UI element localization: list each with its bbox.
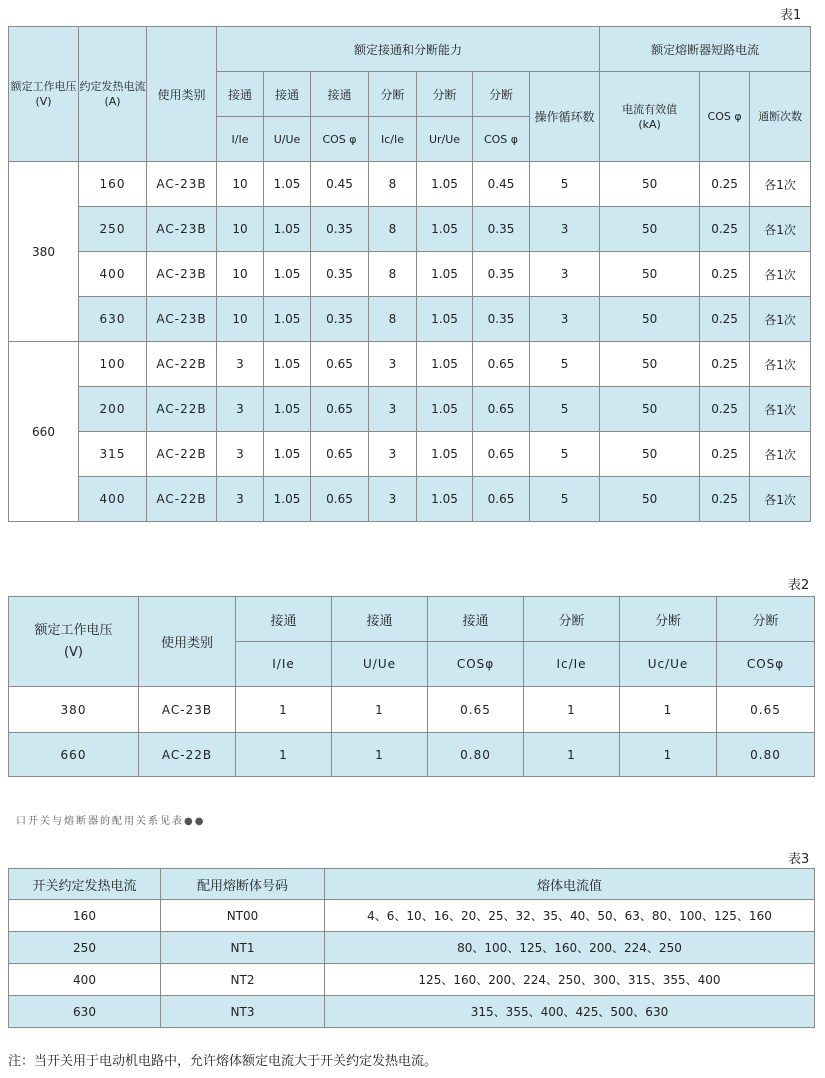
table1 <box>8 26 811 522</box>
t1-count-cell: 各1次 <box>750 477 811 522</box>
t1-current-cell: 630 <box>79 297 147 342</box>
t1-ur-ue-cell: 1.05 <box>417 297 473 342</box>
t1-cycles-cell: 5 <box>530 387 600 432</box>
t1-header-make-break: 额定接通和分断能力 <box>217 27 600 72</box>
t1-i-ie-cell: 3 <box>217 387 264 432</box>
t1-category-cell: AC-23B <box>147 162 217 207</box>
t1-header-rms: 电流有效值 (kA) <box>600 72 700 162</box>
t1-cos-break-cell: 0.65 <box>473 387 530 432</box>
table1-caption: 表1 <box>780 8 802 23</box>
t1-header-fuse: 额定熔断器短路电流 <box>600 27 811 72</box>
table-row <box>9 432 811 477</box>
t1-count-cell: 各1次 <box>750 432 811 477</box>
table-row <box>9 996 815 1028</box>
t1-cos-make-cell: 0.65 <box>311 342 369 387</box>
t1-cos-make-cell: 0.35 <box>311 297 369 342</box>
t1-u-ue-cell: 1.05 <box>264 252 311 297</box>
t2-voltage-cell: 660 <box>9 733 139 777</box>
t1-cos-fuse-cell: 0.25 <box>700 342 750 387</box>
t2-value-cell: 1 <box>236 687 332 733</box>
t1-count-cell: 各1次 <box>750 252 811 297</box>
t1-voltage-cell: 660 <box>9 342 79 522</box>
t1-ur-ue-cell: 1.05 <box>417 432 473 477</box>
t1-count-cell: 各1次 <box>750 387 811 432</box>
t2-sub-bottom: COSφ <box>428 642 524 687</box>
t1-ic-ie-cell: 8 <box>369 207 417 252</box>
t1-header-current: 约定发热电流 (A) <box>79 27 147 162</box>
t1-cos-fuse-cell: 0.25 <box>700 252 750 297</box>
t1-cycles-cell: 5 <box>530 162 600 207</box>
t1-count-cell: 各1次 <box>750 162 811 207</box>
t1-header-category: 使用类别 <box>147 27 217 162</box>
t1-header-count: 通断次数 <box>750 72 811 162</box>
t1-rms-cell: 50 <box>600 207 700 252</box>
t1-cos-break-cell: 0.45 <box>473 162 530 207</box>
t1-category-cell: AC-22B <box>147 387 217 432</box>
t1-cos-fuse-cell: 0.25 <box>700 477 750 522</box>
t2-value-cell: 0.65 <box>717 687 815 733</box>
t3-fuse-cell: NT3 <box>161 996 325 1028</box>
t3-header-values: 熔体电流值 <box>325 869 815 900</box>
t2-sub-top: 接通 <box>332 597 428 642</box>
t1-sub-top: 接通 <box>311 72 369 117</box>
t1-ic-ie-cell: 3 <box>369 387 417 432</box>
t2-sub-top: 接通 <box>236 597 332 642</box>
t1-i-ie-cell: 3 <box>217 432 264 477</box>
t2-category-cell: AC-23B <box>139 687 236 733</box>
t1-u-ue-cell: 1.05 <box>264 387 311 432</box>
t1-voltage-cell: 380 <box>9 162 79 342</box>
t2-sub-bottom: Ic/Ie <box>524 642 620 687</box>
t1-category-cell: AC-22B <box>147 477 217 522</box>
t1-i-ie-cell: 10 <box>217 207 264 252</box>
t3-header-fuse: 配用熔断体号码 <box>161 869 325 900</box>
t1-count-cell: 各1次 <box>750 297 811 342</box>
t1-header-voltage: 额定工作电压 (V) <box>9 27 79 162</box>
t2-sub-bottom: I/Ie <box>236 642 332 687</box>
t1-ic-ie-cell: 8 <box>369 162 417 207</box>
table-row <box>9 252 811 297</box>
t1-cycles-cell: 5 <box>530 432 600 477</box>
t1-sub-top: 接通 <box>264 72 311 117</box>
t1-sub-bottom: Ur/Ue <box>417 117 473 162</box>
t1-rms-cell: 50 <box>600 477 700 522</box>
t1-category-cell: AC-23B <box>147 207 217 252</box>
table-row <box>9 932 815 964</box>
t1-cycles-cell: 5 <box>530 477 600 522</box>
t2-category-cell: AC-22B <box>139 733 236 777</box>
t1-count-cell: 各1次 <box>750 207 811 252</box>
t2-header-category: 使用类别 <box>139 597 236 687</box>
t1-u-ue-cell: 1.05 <box>264 297 311 342</box>
t2-header-voltage: 额定工作电压 (V) <box>9 597 139 687</box>
t2-sub-bottom: Uc/Ue <box>620 642 717 687</box>
table3 <box>8 868 815 1028</box>
t1-category-cell: AC-22B <box>147 342 217 387</box>
t1-cos-make-cell: 0.35 <box>311 252 369 297</box>
footnote: 注：当开关用于电动机电路中，允许熔体额定电流大于开关约定发热电流。 <box>8 1054 438 1069</box>
t1-ur-ue-cell: 1.05 <box>417 387 473 432</box>
t1-ur-ue-cell: 1.05 <box>417 252 473 297</box>
t1-category-cell: AC-22B <box>147 432 217 477</box>
t1-header-cos: COS φ <box>700 72 750 162</box>
t1-cycles-cell: 5 <box>530 342 600 387</box>
t1-cos-make-cell: 0.65 <box>311 432 369 477</box>
t2-sub-bottom: COSφ <box>717 642 815 687</box>
t2-value-cell: 1 <box>620 733 717 777</box>
table-row <box>9 387 811 432</box>
t3-fuse-cell: NT00 <box>161 900 325 932</box>
t1-i-ie-cell: 10 <box>217 252 264 297</box>
table2 <box>8 596 815 777</box>
t1-cycles-cell: 3 <box>530 297 600 342</box>
table-row <box>9 900 815 932</box>
t1-cos-break-cell: 0.35 <box>473 297 530 342</box>
t1-cos-break-cell: 0.35 <box>473 252 530 297</box>
t1-current-cell: 400 <box>79 477 147 522</box>
t1-rms-cell: 50 <box>600 252 700 297</box>
t1-u-ue-cell: 1.05 <box>264 342 311 387</box>
t1-ic-ie-cell: 8 <box>369 252 417 297</box>
t3-values-cell: 125、160、200、224、250、300、315、355、400 <box>325 964 815 996</box>
t1-header-cycles: 操作循环数 <box>530 72 600 162</box>
t1-sub-top: 分断 <box>473 72 530 117</box>
t1-u-ue-cell: 1.05 <box>264 432 311 477</box>
t1-category-cell: AC-23B <box>147 252 217 297</box>
t2-value-cell: 1 <box>620 687 717 733</box>
t2-sub-top: 分断 <box>620 597 717 642</box>
t1-i-ie-cell: 10 <box>217 297 264 342</box>
t2-value-cell: 0.80 <box>717 733 815 777</box>
table2-caption: 表2 <box>788 578 810 593</box>
t1-sub-top: 分断 <box>369 72 417 117</box>
t1-sub-top: 接通 <box>217 72 264 117</box>
t3-values-cell: 4、6、10、16、20、25、32、35、40、50、63、80、100、125、160 <box>325 900 815 932</box>
table-row <box>9 687 815 733</box>
t1-cos-break-cell: 0.65 <box>473 342 530 387</box>
t1-count-cell: 各1次 <box>750 342 811 387</box>
t1-sub-bottom: U/Ue <box>264 117 311 162</box>
t2-value-cell: 1 <box>332 733 428 777</box>
t1-rms-cell: 50 <box>600 297 700 342</box>
t1-cos-break-cell: 0.65 <box>473 477 530 522</box>
t2-value-cell: 1 <box>524 687 620 733</box>
stray-scan-text: 口开关与熔断器的配用关系见表●● <box>16 816 206 827</box>
t1-current-cell: 250 <box>79 207 147 252</box>
t1-u-ue-cell: 1.05 <box>264 162 311 207</box>
t1-cos-fuse-cell: 0.25 <box>700 432 750 477</box>
t2-value-cell: 1 <box>332 687 428 733</box>
t3-header-current: 开关约定发热电流 <box>9 869 161 900</box>
table-row <box>9 733 815 777</box>
t2-voltage-cell: 380 <box>9 687 139 733</box>
t1-sub-bottom: COS φ <box>311 117 369 162</box>
t1-cos-fuse-cell: 0.25 <box>700 297 750 342</box>
t2-sub-top: 接通 <box>428 597 524 642</box>
t1-i-ie-cell: 10 <box>217 162 264 207</box>
t2-value-cell: 0.80 <box>428 733 524 777</box>
t1-cos-break-cell: 0.65 <box>473 432 530 477</box>
t3-current-cell: 160 <box>9 900 161 932</box>
t3-current-cell: 630 <box>9 996 161 1028</box>
t1-rms-cell: 50 <box>600 342 700 387</box>
t3-values-cell: 80、100、125、160、200、224、250 <box>325 932 815 964</box>
t2-sub-top: 分断 <box>717 597 815 642</box>
t1-current-cell: 315 <box>79 432 147 477</box>
t1-ur-ue-cell: 1.05 <box>417 342 473 387</box>
table-row <box>9 964 815 996</box>
t1-cos-make-cell: 0.65 <box>311 477 369 522</box>
t1-cos-make-cell: 0.65 <box>311 387 369 432</box>
table-row <box>9 477 811 522</box>
t1-cos-break-cell: 0.35 <box>473 207 530 252</box>
t1-ic-ie-cell: 8 <box>369 297 417 342</box>
t1-cos-fuse-cell: 0.25 <box>700 387 750 432</box>
t3-fuse-cell: NT2 <box>161 964 325 996</box>
t3-fuse-cell: NT1 <box>161 932 325 964</box>
t1-current-cell: 400 <box>79 252 147 297</box>
table-row <box>9 162 811 207</box>
t1-rms-cell: 50 <box>600 162 700 207</box>
t2-value-cell: 1 <box>524 733 620 777</box>
t1-sub-bottom: COS φ <box>473 117 530 162</box>
t1-i-ie-cell: 3 <box>217 342 264 387</box>
t2-value-cell: 1 <box>236 733 332 777</box>
table-row <box>9 297 811 342</box>
t3-current-cell: 250 <box>9 932 161 964</box>
t1-current-cell: 200 <box>79 387 147 432</box>
t2-sub-bottom: U/Ue <box>332 642 428 687</box>
t1-rms-cell: 50 <box>600 387 700 432</box>
table-row <box>9 207 811 252</box>
t1-u-ue-cell: 1.05 <box>264 207 311 252</box>
t1-cycles-cell: 3 <box>530 207 600 252</box>
t1-ic-ie-cell: 3 <box>369 342 417 387</box>
table-row <box>9 342 811 387</box>
t1-ic-ie-cell: 3 <box>369 432 417 477</box>
t1-current-cell: 160 <box>79 162 147 207</box>
t1-ur-ue-cell: 1.05 <box>417 162 473 207</box>
t1-ic-ie-cell: 3 <box>369 477 417 522</box>
t2-sub-top: 分断 <box>524 597 620 642</box>
t2-value-cell: 0.65 <box>428 687 524 733</box>
t1-current-cell: 100 <box>79 342 147 387</box>
t1-cycles-cell: 3 <box>530 252 600 297</box>
t1-ur-ue-cell: 1.05 <box>417 207 473 252</box>
t1-u-ue-cell: 1.05 <box>264 477 311 522</box>
t1-cos-fuse-cell: 0.25 <box>700 162 750 207</box>
t3-values-cell: 315、355、400、425、500、630 <box>325 996 815 1028</box>
t1-sub-bottom: Ic/Ie <box>369 117 417 162</box>
t1-category-cell: AC-23B <box>147 297 217 342</box>
t1-cos-make-cell: 0.35 <box>311 207 369 252</box>
t1-cos-make-cell: 0.45 <box>311 162 369 207</box>
t1-ur-ue-cell: 1.05 <box>417 477 473 522</box>
t1-rms-cell: 50 <box>600 432 700 477</box>
t1-sub-bottom: I/Ie <box>217 117 264 162</box>
t1-cos-fuse-cell: 0.25 <box>700 207 750 252</box>
t3-current-cell: 400 <box>9 964 161 996</box>
table3-caption: 表3 <box>788 852 810 867</box>
t1-sub-top: 分断 <box>417 72 473 117</box>
t1-i-ie-cell: 3 <box>217 477 264 522</box>
